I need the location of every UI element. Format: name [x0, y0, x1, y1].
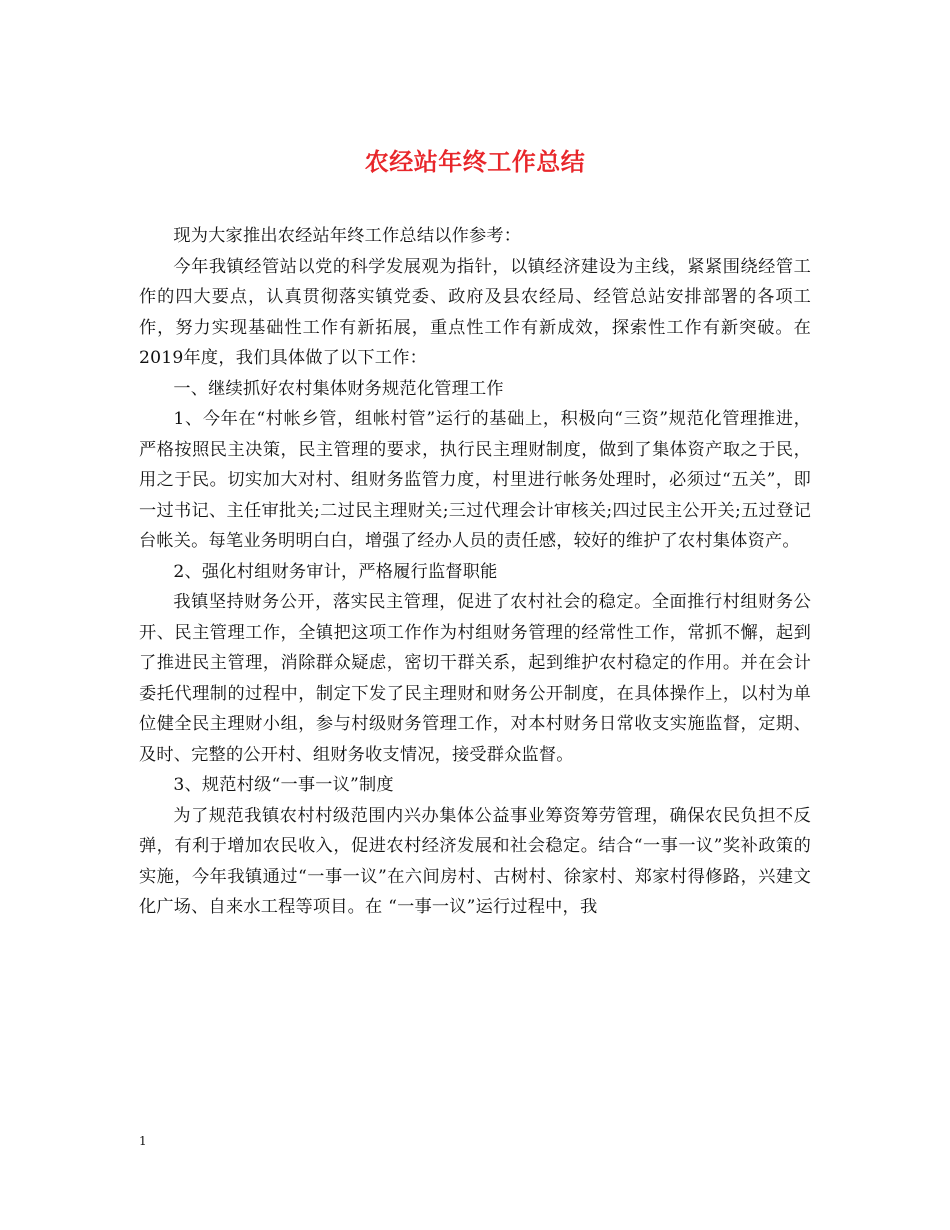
- subsection-heading: 3、规范村级“一事一议”制度: [173, 775, 394, 795]
- page-number: 1: [139, 1134, 147, 1148]
- paragraph: 为了规范我镇农村村级范围内兴办集体公益事业筹资筹劳管理，确保农民负担不反弹，有利于增加农民收入，促进农村经济发展和社会稳定。结合“一事一议”奖补政策的实施，今年我镇通过“一事一议”在六间房村、古树村、徐家村、郑家村得修路，兴建文化广场、自来水工程等项目。在 “一事一议”运行过程中，我: [139, 805, 811, 917]
- paragraph: 我镇坚持财务公开，落实民主管理，促进了农村社会的稳定。全面推行村组财务公开、民主管理工作，全镇把这项工作作为村组财务管理的经常性工作，常抓不懈，起到了推进民主管理，消除群众疑虑，密切干群关系，起到维护农村稳定的作用。并在会计委托代理制的过程中，制定下发了民主理财和财务公开制度，在具体操作上，以村为单位健全民主理财小组，参与村级财务管理工作，对本村财务日常收支实施监督，定期、及时、完整的公开村、组财务收支情况，接受群众监督。: [139, 592, 811, 765]
- subsection-heading: 2、强化村组财务审计，严格履行监督职能: [173, 561, 498, 582]
- paragraph: 1、今年在“村帐乡管，组帐村管”运行的基础上，积极向“三资”规范化管理推进，严格按照民主决策，民主管理的要求，执行民主理财制度，做到了集体资产取之于民，用之于民。切实加大对村、组财务监管力度，村里进行帐务处理时，必须过“五关”，即一过书记、主任审批关;二过民主理财关;三过代理会计审核关;四过民主公开关;五过登记台帐关。每笔业务明明白白，增强了经办人员的责任感，较好的维护了农村集体资产。: [139, 409, 811, 551]
- paragraph: 现为大家推出农经站年终工作总结以作参考：: [173, 226, 522, 246]
- document-title: 农经站年终工作总结: [364, 147, 586, 176]
- section-heading: 一、继续抓好农村集体财务规范化管理工作: [173, 378, 504, 399]
- paragraph: 今年我镇经管站以党的科学发展观为指针，以镇经济建设为主线，紧紧围绕经管工作的四大要点，认真贯彻落实镇党委、政府及县农经局、经管总站安排部署的各项工作，努力实现基础性工作有新拓展，重点性工作有新成效，探索性工作有新突破。在2019年度，我们具体做了以下工作：: [139, 256, 811, 368]
- document-body: [139, 221, 811, 923]
